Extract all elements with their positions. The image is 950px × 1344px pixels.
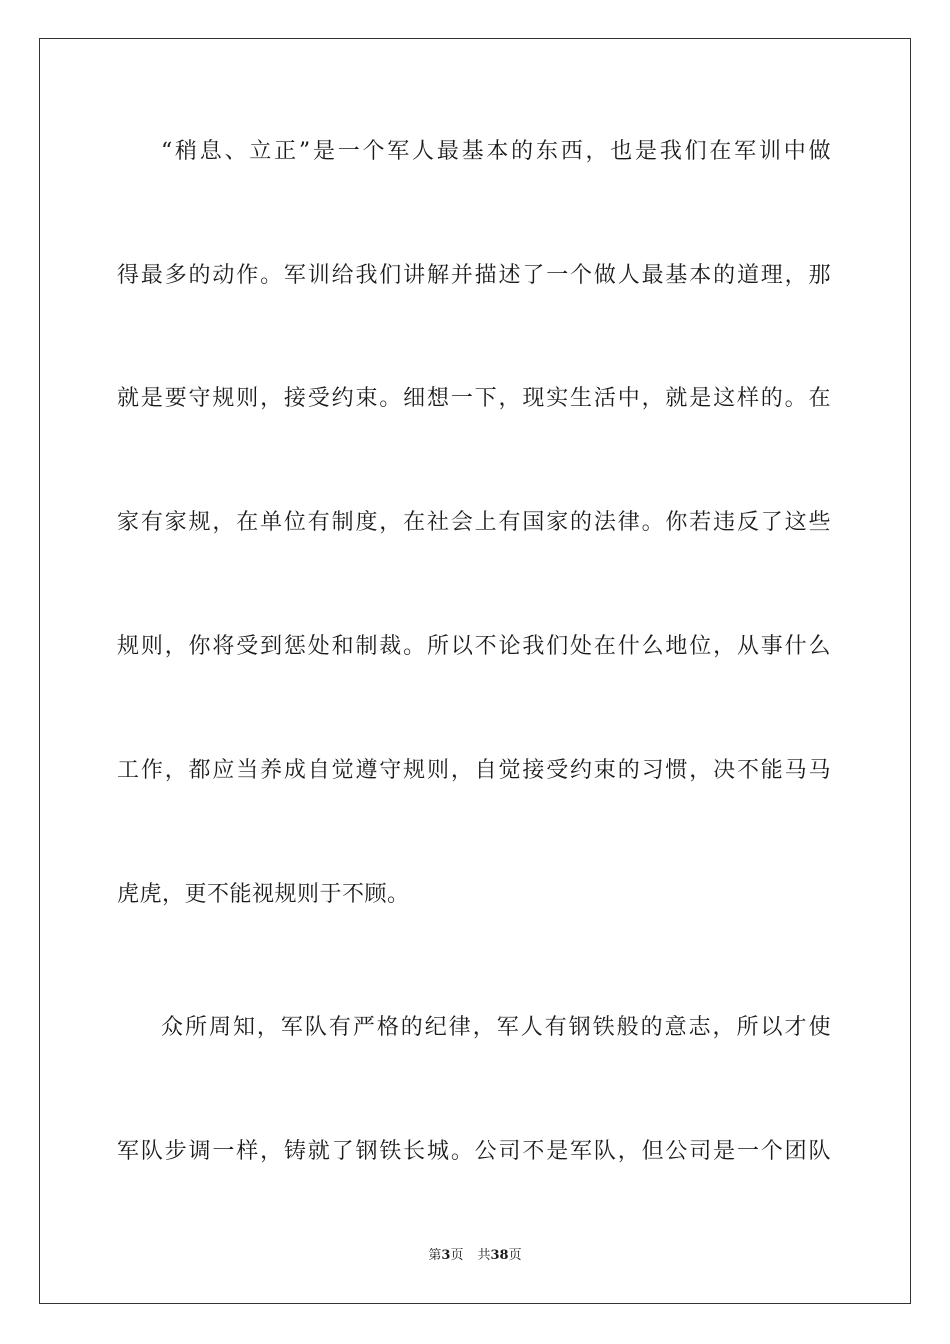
paragraph-1-line-3: 就是要守规则，接受约束。细想一下，现实生活中，就是这样的。在 xyxy=(117,386,831,411)
paragraph-2-line-1: 众所周知，军队有严格的纪律，军人有钢铁般的意志，所以才使 xyxy=(161,1015,831,1040)
paragraph-1-line-2: 得最多的动作。军训给我们讲解并描述了一个做人最基本的道理，那 xyxy=(117,263,831,288)
footer-total-suffix: 页 xyxy=(508,1248,522,1263)
paragraph-1-line-1: “稍息、立正”是一个军人最基本的东西，也是我们在军训中做 xyxy=(161,139,831,164)
footer-total-pages: 38 xyxy=(490,1248,509,1263)
footer-page-number: 3 xyxy=(441,1248,451,1263)
paragraph-2-line-2: 军队步调一样，铸就了钢铁长城。公司不是军队，但公司是一个团队 xyxy=(117,1139,831,1164)
paragraph-1-line-5: 规则，你将受到惩处和制裁。所以不论我们处在什么地位，从事什么 xyxy=(117,634,831,659)
footer-page-prefix: 第 xyxy=(428,1248,442,1263)
footer-page-suffix: 页 xyxy=(450,1248,464,1263)
page-footer xyxy=(0,1247,950,1265)
paragraph-1-line-4: 家有家规，在单位有制度，在社会上有国家的法律。你若违反了这些 xyxy=(117,510,831,535)
paragraph-1-line-7: 虎虎，更不能视规则于不顾。 xyxy=(117,882,410,907)
page-frame xyxy=(39,38,911,1304)
footer-total-prefix: 共 xyxy=(477,1248,491,1263)
paragraph-1-line-6: 工作，都应当养成自觉遵守规则，自觉接受约束的习惯，决不能马马 xyxy=(117,758,831,783)
